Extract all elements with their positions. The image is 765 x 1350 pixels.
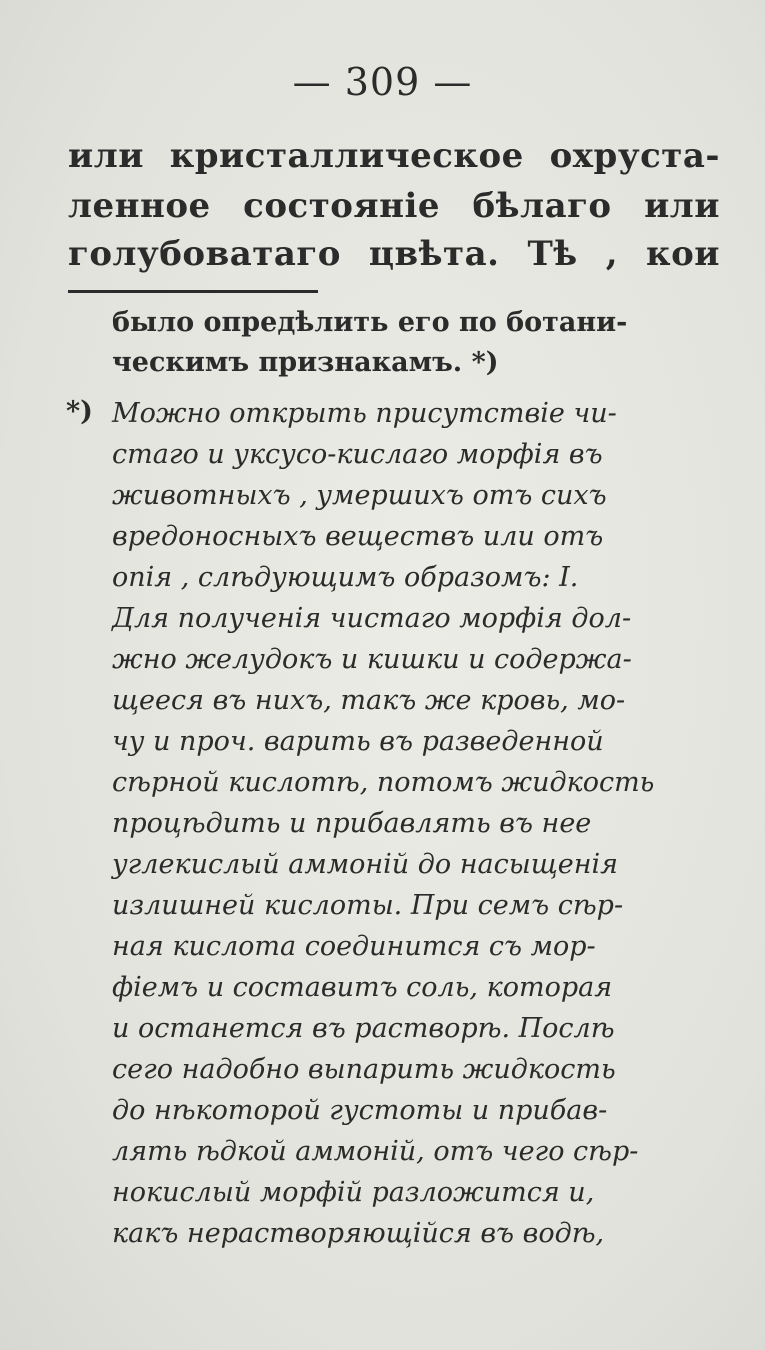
footnote-line: было опредѣлить его по ботани- bbox=[112, 307, 628, 338]
note-line: Для полученія чистаго морфія дол- bbox=[112, 603, 632, 634]
note-line: ная кислота соединится съ мор- bbox=[112, 931, 596, 962]
note-line: процѣдить и прибавлять въ нее bbox=[112, 808, 592, 839]
note-line: лять ѣдкой аммоній, отъ чего сѣр- bbox=[112, 1136, 639, 1167]
note-line: жно желудокъ и кишки и содержа- bbox=[112, 644, 632, 675]
page-number: — 309 — bbox=[292, 60, 473, 104]
note-line: животныхъ , умершихъ отъ сихъ bbox=[112, 480, 607, 511]
note-line: вредоносныхъ веществъ или отъ bbox=[112, 521, 604, 552]
footnote-divider bbox=[68, 290, 318, 293]
note-line: сего надобно выпарить жидкость bbox=[112, 1054, 616, 1085]
note-line: фіемъ и составитъ соль, которая bbox=[112, 972, 613, 1003]
note-marker: *) bbox=[66, 396, 93, 427]
footnote-line: ческимъ признакамъ. *) bbox=[112, 347, 499, 378]
note-line: опія , слѣдующимъ образомъ: I. bbox=[112, 562, 579, 593]
note-line: стаго и уксусо-кислаго морфія въ bbox=[112, 439, 603, 470]
note-line: излишней кислоты. При семъ сѣр- bbox=[112, 890, 624, 921]
note-line: и останется въ растворѣ. Послѣ bbox=[112, 1013, 615, 1044]
note-line: чу и проч. варить въ разведенной bbox=[112, 726, 604, 757]
note-line: сѣрной кислотѣ, потомъ жидкость bbox=[112, 767, 655, 798]
main-text-line: ленное состояніе бѣлаго или bbox=[68, 186, 720, 226]
note-line: Можно открыть присутствіе чи- bbox=[112, 398, 617, 429]
note-line: до нѣкоторой густоты и прибав- bbox=[112, 1095, 608, 1126]
note-line: углекислый аммоній до насыщенія bbox=[112, 849, 619, 880]
note-line: нокислый морфій разложится и, bbox=[112, 1177, 595, 1208]
note-line: щееся въ нихъ, такъ же кровь, мо- bbox=[112, 685, 626, 716]
note-line: какъ нерастворяющійся въ водѣ, bbox=[112, 1218, 605, 1249]
main-text-line: или кристаллическое охруста- bbox=[68, 136, 720, 176]
main-text-line: голубоватаго цвѣта. Тѣ , кои bbox=[68, 234, 720, 274]
